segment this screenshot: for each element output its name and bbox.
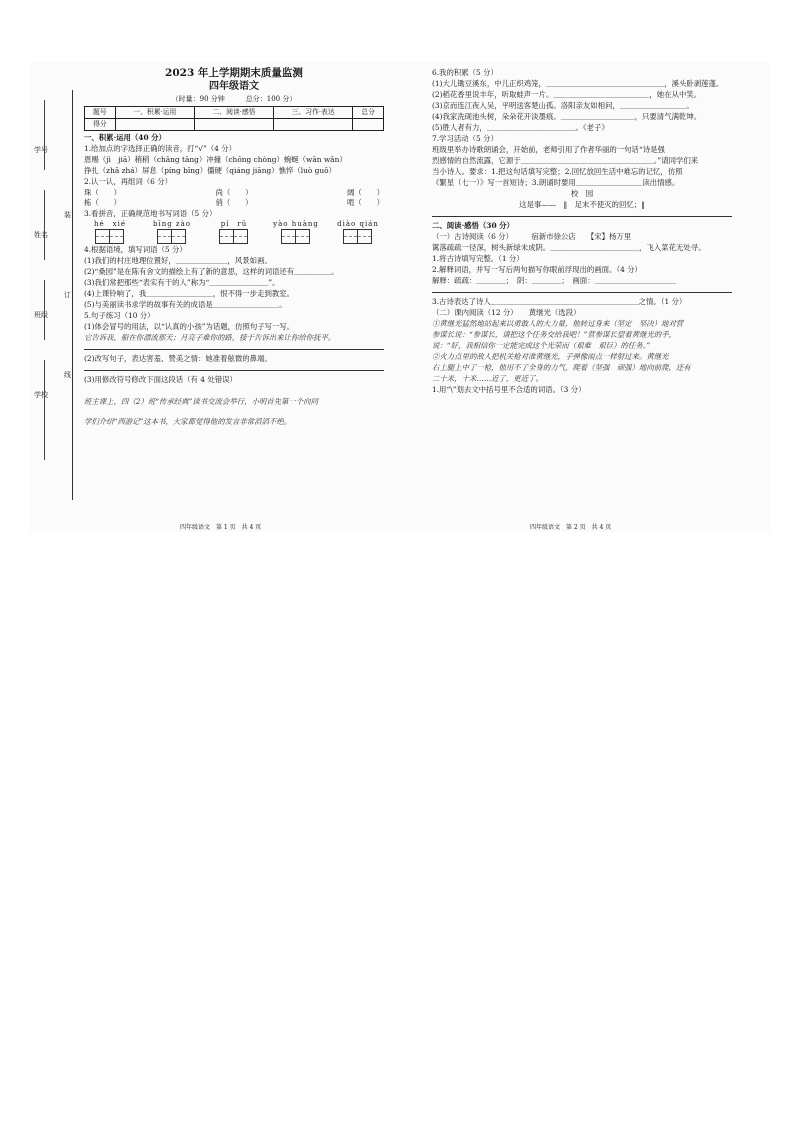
pinyin-text: pí rǔ	[220, 219, 248, 228]
binding-label-name: 姓名	[34, 231, 48, 239]
fill-item[interactable]: (4)我家洗砚池头树，朵朵花开淡墨痕。＿＿＿＿＿＿＿＿＿＿，只要清气满乾坤。	[432, 111, 702, 121]
word-item[interactable]: 啃（ ）	[347, 198, 384, 208]
question-line[interactable]: 烈感情的自然流露，它源于＿＿＿＿＿＿＿＿＿＿＿＿＿＿＿＿＿＿。”请同学们来	[432, 155, 699, 165]
word-row	[84, 188, 384, 198]
question-title: 6.我的积累（5 分）	[432, 68, 498, 77]
fill-item[interactable]: (5)与美丽读书求学的故事有关的成语是＿＿＿＿＿＿＿＿＿。	[84, 300, 287, 310]
page-left	[84, 62, 384, 428]
question-line: 班级里举办诗歌朗诵会，开始前，老师引用了作者华丽的一句话“诗是强	[432, 144, 665, 154]
binding-blank[interactable]	[44, 100, 45, 170]
question-title: 7.学习活动（5 分）	[432, 133, 498, 143]
binding-mark: 装	[64, 211, 71, 219]
writing-cell[interactable]	[357, 229, 372, 244]
word-row	[84, 198, 384, 208]
answer-line[interactable]	[432, 216, 732, 217]
exam-title: 2023 年上学期期末质量监测	[165, 67, 303, 79]
question-line: (2)改写句子，表达害羞、赞美之情：她准着舷微的鼻端。	[84, 354, 272, 364]
fill-item[interactable]: (2)稻花香里说丰年，听取蛙声一片。＿＿＿＿＿＿＿＿＿＿＿＿＿，她在从中笑。	[432, 89, 702, 99]
writing-cell[interactable]	[219, 229, 234, 244]
fill-item[interactable]: (2)“桑园”是在陈有舍文的描绘上有了新的意思，这样的词语还有＿＿＿＿＿。	[84, 267, 339, 277]
writing-cell[interactable]	[281, 229, 296, 244]
binding-margin	[30, 90, 78, 500]
binding-blank[interactable]	[44, 360, 45, 460]
page-right	[432, 62, 732, 396]
score-header: 题号	[85, 107, 116, 119]
score-cell[interactable]	[353, 119, 384, 131]
passage-line: ②火力点里的敌人把机关枪对准黄继光，子弹像雨点一样射过来。黄继光	[432, 351, 669, 361]
binding-blank[interactable]	[44, 190, 45, 260]
score-header: 二、阅读·感悟	[194, 107, 273, 119]
fill-item[interactable]: 解释：疏疏：＿＿＿＿； 阴：＿＿＿＿； 画面：＿＿＿＿＿＿＿＿＿＿＿	[432, 275, 676, 285]
word-item[interactable]: 栋（ ）	[84, 198, 121, 208]
pinyin-text: hé xié	[94, 219, 126, 228]
score-cell[interactable]	[115, 119, 194, 131]
answer-line[interactable]	[84, 370, 384, 371]
word-item[interactable]: 珠（ ）	[84, 188, 121, 198]
fill-item[interactable]: (5)胜人者有力，＿＿＿＿＿＿＿＿＿＿＿＿。《老子》	[432, 122, 609, 132]
poem-text[interactable]: 篱落疏疏一径深，树头新绿未成阴。＿＿＿＿＿＿＿＿＿＿＿＿，飞入菜花无处寻。	[432, 242, 706, 252]
writing-cell[interactable]	[109, 229, 124, 244]
writing-cell[interactable]	[95, 229, 110, 244]
question-line: (3)用修改符号修改下面这段话（有 4 处错误）	[84, 375, 237, 385]
fill-item[interactable]: (1)我们的村庄地理位置好，＿＿＿＿＿＿＿，风景如画。	[84, 256, 272, 266]
score-header: 总分	[353, 107, 384, 119]
poem-line: 这是事—— ‖ 足末不使灭的回忆；‖	[519, 199, 645, 209]
page-footer: 四年级语文 第 1 页 共 4 页	[180, 524, 262, 531]
fill-item[interactable]: (4)上课铃响了，我＿＿＿＿＿＿＿＿＿，恨不得一步走到教室。	[84, 289, 295, 299]
word-item[interactable]: 俏（ ）	[215, 198, 253, 208]
pinyin-item	[332, 220, 384, 244]
writing-cell[interactable]	[157, 229, 172, 244]
score-table	[84, 106, 384, 131]
question-line: (1)体会冒号的用法，以“认真的小孩”为话题，仿照句子写一写。	[84, 322, 295, 332]
section-heading: 一、积累·运用（40 分）	[84, 133, 166, 143]
example-sentence: 它告诉我，船在你漂流那天；月亮子难你的路，接于告诉出来让你给你抚平。	[84, 333, 336, 343]
passage-line: 学们介绍“西游记”这本书，大家都觉得他的发言非常滔滔不绝。	[84, 417, 292, 427]
question-title: 1.给加点的字选择正确的读音，打“√”（4 分）	[84, 144, 237, 154]
pinyin-text: yào huàng	[273, 219, 319, 228]
score-row-label: 得分	[85, 119, 116, 131]
page-footer: 四年级语文 第 2 页 共 4 页	[530, 524, 612, 531]
exam-subject: 四年级语文	[209, 81, 259, 93]
writing-cell[interactable]	[171, 229, 186, 244]
pinyin-text: diào qián	[337, 219, 379, 228]
word-item[interactable]: 阔（ ）	[347, 188, 384, 198]
question-line: 当小诗人。要求：1.把这句话填写完整；2.回忆放回生活中难忘的记忆，仿照	[432, 166, 683, 176]
binding-label-class: 班级	[34, 311, 48, 319]
writing-cell[interactable]	[233, 229, 248, 244]
section-heading: 二、阅读·感悟（30 分）	[432, 220, 514, 230]
answer-line[interactable]	[84, 349, 384, 350]
passage-line: 二十米，十米……近了，更近了。	[432, 373, 543, 383]
pinyin-item	[146, 220, 198, 244]
score-cell[interactable]	[274, 119, 353, 131]
pinyin-item	[208, 220, 260, 244]
question-line: 恩赐（jì jiā）稍稍（chāng tāng）冲撞（chōng chòng）蜿蜒（wān wǎn）	[84, 155, 347, 165]
passage-line: 说：“好，我相信你一定能完成这个光荣而（艰难 艰巨）的任务。”	[432, 340, 651, 350]
score-cell[interactable]	[194, 119, 273, 131]
question-line[interactable]: 《繁星（七一）》写一首短诗；3.朗诵时要用＿＿＿＿＿＿＿＿＿读出情感。	[432, 177, 680, 187]
question-line: 2.解释词语，并写一写后两句描写你眼前浮现出的画面。（4 分）	[432, 264, 642, 274]
reading-title: （一）古诗阅读（6 分） 宿新市徐公店 【宋】杨万里	[432, 231, 632, 241]
passage-line: 班主课上，四（2）班“传承经典”读书交流会举行，小明首先第一个向同	[84, 397, 318, 407]
question-line: 1.用“\”划去文中括号里不合适的词语。（3 分）	[432, 384, 586, 394]
poem-title: 校 园	[570, 188, 594, 198]
binding-label-school: 学校	[34, 391, 48, 399]
binding-line	[72, 90, 73, 500]
passage-line: 参谋长说：“参谋长，请把这个任务交给我吧！”营参谋长望着黄继光的手，	[432, 329, 677, 339]
question-line: 挣扎（zhā zhá）屏息（píng bǐng）僵硬（qiáng jiāng）憔悴（luò guō）	[84, 166, 336, 176]
word-item[interactable]: 尚（ ）	[215, 188, 253, 198]
pinyin-item	[270, 220, 322, 244]
binding-label-student-id: 学号	[34, 146, 48, 154]
passage-line: ①黄继光猛然地站起来以勇敢人的大力量，他转过身来（坚定 坚决）地对营	[432, 318, 684, 328]
binding-blank[interactable]	[44, 280, 45, 340]
question-line: 1.将古诗填写完整。（1 分）	[432, 253, 524, 263]
reading-title: （二）课内阅读（12 分） 黄继光（选段）	[432, 307, 581, 317]
pinyin-text: bīng zào	[152, 219, 191, 228]
writing-cell[interactable]	[295, 229, 310, 244]
question-title: 4.根据语境，填写词语（5 分）	[84, 245, 187, 255]
fill-item[interactable]: 3.古诗表达了诗人＿＿＿＿＿＿＿＿＿＿＿＿＿＿＿＿＿＿＿＿之情。（1 分）	[432, 296, 687, 306]
fill-item[interactable]: (1)大儿锄豆溪东，中儿正织鸡笼，＿＿＿＿＿＿＿＿＿＿＿＿＿＿＿＿，溪头卧剥莲蓬。	[432, 78, 724, 88]
binding-mark: 订	[64, 291, 71, 299]
fill-item[interactable]: (3)我们常把那些“表实有干的人”称为“＿＿＿＿＿＿＿＿”。	[84, 278, 280, 288]
score-header: 一、积累·运用	[115, 107, 194, 119]
binding-mark: 线	[64, 371, 71, 379]
answer-line[interactable]	[432, 292, 732, 293]
passage-line: 右上腿上中了一枪，他用不了全身的力气，爬着（坚强 顽强）地向前爬，还有	[432, 362, 691, 372]
exam-meta: （时量：90 分钟 总分：100 分）	[171, 94, 297, 103]
question-title: 2.认一认，再组词（6 分）	[84, 177, 173, 187]
question-title: 5.句子练习（10 分）	[84, 311, 155, 321]
writing-cell[interactable]	[343, 229, 358, 244]
score-header: 三、习作·表达	[274, 107, 353, 119]
fill-item[interactable]: (3)京而连江夜入吴，平明送客楚山孤。洛阳亲友如相问，＿＿＿＿＿＿＿＿＿。	[432, 100, 694, 110]
pinyin-row	[84, 220, 384, 244]
question-title: 3.看拼音，正确规范地书写词语（5 分）	[84, 209, 217, 218]
pinyin-item	[84, 220, 136, 244]
